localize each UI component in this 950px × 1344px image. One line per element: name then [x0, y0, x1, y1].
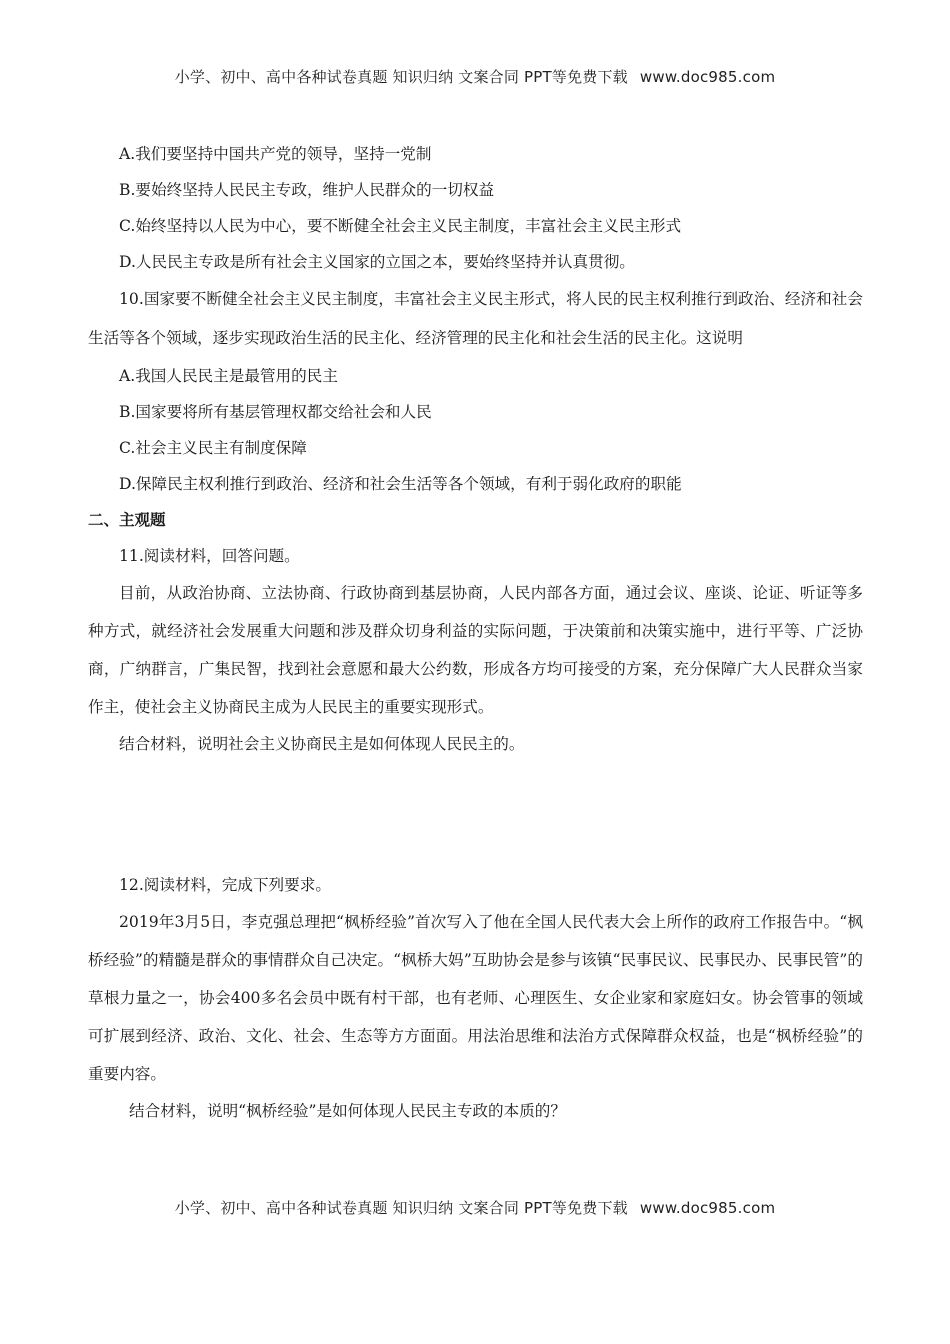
q12-title: 12.阅读材料，完成下列要求。 — [119, 876, 331, 894]
q12-material: 2019年3月5日，李克强总理把“枫桥经验”首次写入了他在全国人民代表大会上所作的政府工作报告中。“枫桥经验”的精髓是群众的事情群众自己决定。“枫桥大妈”互助协会是参与该镇“民事民议、民事民办、民事民管”的草根力量之一，协会400多名会员中既有村干部，也有老师、心理医生、女企业家和家庭妇女。协会管事的领域可扩展到经济、政治、文化、社会、生态等方方面面。用法治思维和法治方式保障群众权益，也是“枫桥经验”的重要内容。 — [88, 913, 863, 1083]
q9-option-d: D.人民民主专政是所有社会主义国家的立国之本，要始终坚持并认真贯彻。 — [119, 253, 635, 271]
section-title: 二、主观题 — [88, 511, 166, 529]
q10-stem: 10.国家要不断健全社会主义民主制度，丰富社会主义民主形式，将人民的民主权利推行到政治、经济和社会生活等各个领域，逐步实现政治生活的民主化、经济管理的民主化和社会生活的民主化。这说明 — [88, 290, 863, 347]
q10-option-a: A.我国人民民主是最管用的民主 — [119, 367, 338, 385]
footer-site-link[interactable]: www.doc985.com — [639, 1199, 776, 1217]
answer-space — [88, 762, 863, 867]
page-footer — [0, 1197, 950, 1218]
q9-option-b: B.要始终坚持人民民主专政，维护人民群众的一切权益 — [119, 181, 495, 199]
q10-option-b: B.国家要将所有基层管理权都交给社会和人民 — [119, 403, 432, 421]
q10-option-d: D.保障民主权利推行到政治、经济和社会生活等各个领域，有利于弱化政府的职能 — [119, 475, 682, 493]
document-content — [88, 136, 863, 1129]
q11-prompt: 结合材料，说明社会主义协商民主是如何体现人民民主的。 — [119, 735, 525, 753]
header-text: 小学、初中、高中各种试卷真题 知识归纳 文案合同 PPT等免费下载 — [174, 68, 628, 86]
q9-option-c: C.始终坚持以人民为中心，要不断健全社会主义民主制度，丰富社会主义民主形式 — [119, 217, 682, 235]
header-site-link[interactable]: www.doc985.com — [639, 68, 776, 86]
page-header — [0, 66, 950, 87]
q12-prompt: 结合材料，说明“枫桥经验”是如何体现人民民主专政的本质的？ — [129, 1102, 566, 1120]
q11-material: 目前，从政治协商、立法协商、行政协商到基层协商，人民内部各方面，通过会议、座谈、论证、听证等多种方式，就经济社会发展重大问题和涉及群众切身利益的实际问题，于决策前和决策实施中，进行平等、广泛协商，广纳群言，广集民智，找到社会意愿和最大公约数，形成各方均可接受的方案，充分保障广大人民群众当家作主，使社会主义协商民主成为人民民主的重要实现形式。 — [88, 584, 863, 716]
q9-option-a: A.我们要坚持中国共产党的领导，坚持一党制 — [119, 145, 432, 163]
q10-option-c: C.社会主义民主有制度保障 — [119, 439, 307, 457]
q11-title: 11.阅读材料，回答问题。 — [119, 547, 300, 565]
footer-text: 小学、初中、高中各种试卷真题 知识归纳 文案合同 PPT等免费下载 — [174, 1199, 628, 1217]
